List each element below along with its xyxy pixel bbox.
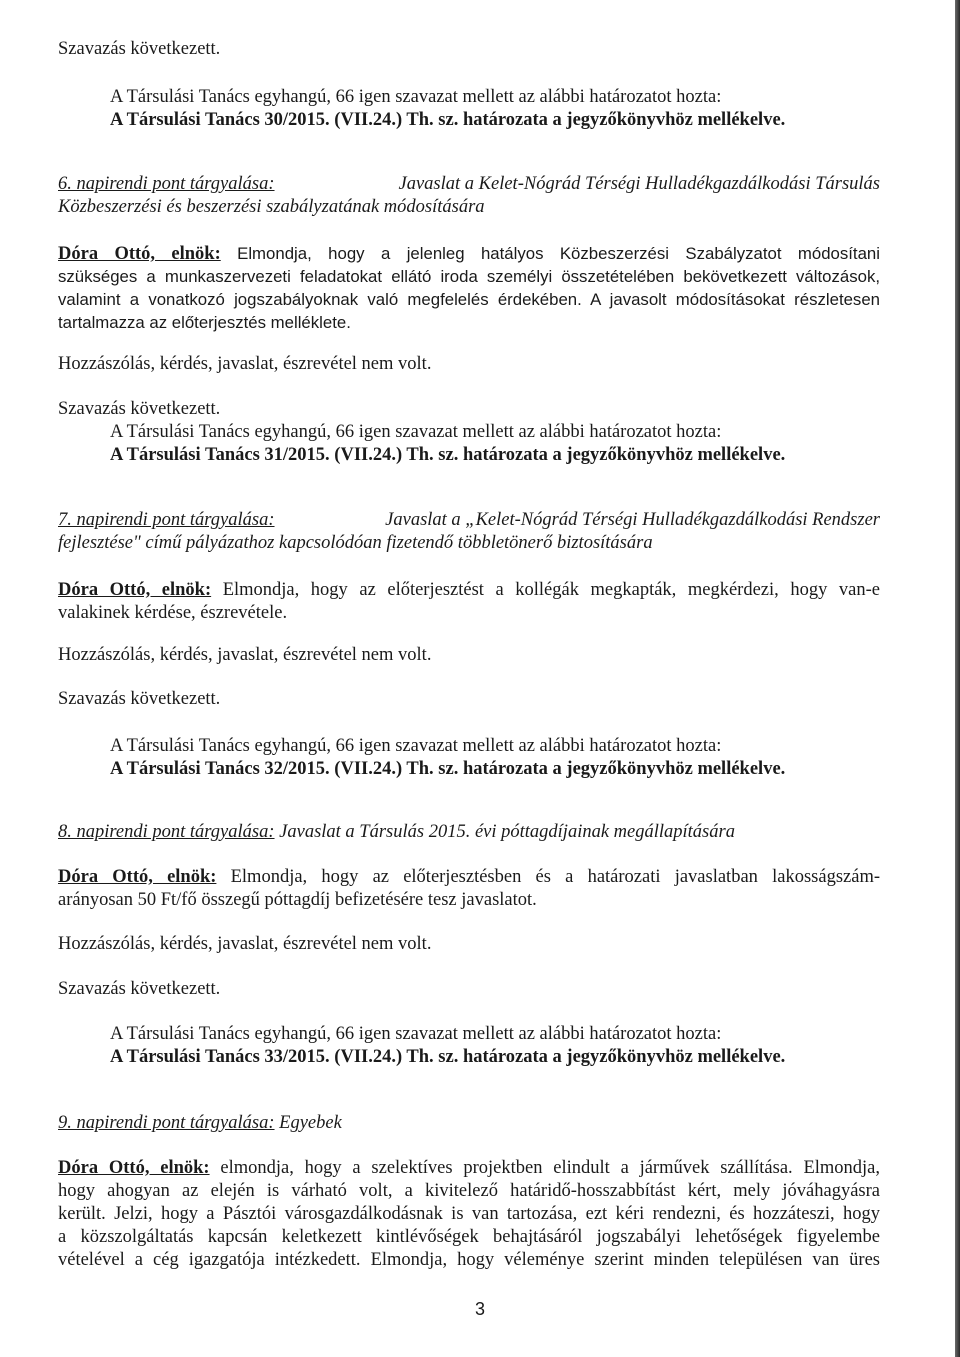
- comment-line: Hozzászólás, kérdés, javaslat, észrevétel nem volt.: [58, 645, 432, 665]
- paragraph-line: szükséges a munkaszervezeti feladatokat ellátó iroda személyi összetételében bekövetkezett változások,: [58, 267, 880, 286]
- resolution-line: A Társulási Tanács 33/2015. (VII.24.) Th. sz. határozata a jegyzőkönyvhöz mellékelve.: [110, 1047, 786, 1067]
- speaker-text: Elmondja, hogy a jelenleg hatályos Közbeszerzési Szabályzatot módosítani: [237, 244, 880, 263]
- agenda-title-cont: Közbeszerzési és beszerzési szabályzatának módosítására: [58, 197, 485, 217]
- vote-line: Szavazás következett.: [58, 979, 221, 999]
- agenda-item-9-heading: [58, 1112, 342, 1134]
- comment-line: Hozzászólás, kérdés, javaslat, észrevétel nem volt.: [58, 354, 432, 374]
- speaker-text: Elmondja, hogy az előterjesztésben és a határozati javaslatban lakosságszám-: [230, 867, 880, 887]
- vote-line: Szavazás következett.: [58, 689, 221, 709]
- speaker-text: elmondja, hogy a szelektíves projektben elindult a járművek szállítása. Elmondja,: [220, 1158, 880, 1178]
- paragraph-line: került. Jelzi, hogy a Pásztói városgazdálkodásnak is van tartozása, ezt kéri rendezni, és hozzáteszi, hogy: [58, 1204, 880, 1224]
- speaker-paragraph-line: [58, 579, 880, 601]
- speaker-name: Dóra Ottó, elnök:: [58, 580, 212, 600]
- speaker-paragraph-line: [58, 1157, 880, 1179]
- agenda-title-cont: fejlesztése" című pályázathoz kapcsolódóan fizetendő többletönerő biztosítására: [58, 533, 653, 553]
- agenda-item-8-heading: [58, 821, 735, 843]
- speaker-paragraph-line: [58, 866, 880, 888]
- speaker-paragraph-line: [58, 243, 880, 265]
- comment-line: Hozzászólás, kérdés, javaslat, észrevétel nem volt.: [58, 934, 432, 954]
- speaker-name: Dóra Ottó, elnök:: [58, 244, 221, 264]
- result-line: A Társulási Tanács egyhangú, 66 igen szavazat mellett az alábbi határozatot hozta:: [110, 1024, 722, 1044]
- paragraph-line: vételével a cég igazgatója intézkedett. Elmondja, hogy véleménye szerint minden településen van üres: [58, 1250, 880, 1270]
- result-line: A Társulási Tanács egyhangú, 66 igen szavazat mellett az alábbi határozatot hozta:: [110, 736, 722, 756]
- resolution-line: A Társulási Tanács 30/2015. (VII.24.) Th. sz. határozata a jegyzőkönyvhöz mellékelve.: [110, 110, 786, 130]
- agenda-title: Javaslat a „Kelet-Nógrád Térségi Hulladékgazdálkodási Rendszer: [385, 510, 880, 530]
- paragraph-line: valamint a vonatkozó jogszabályoknak való megfelelés érdekében. A javasolt módosításokat részletesen: [58, 290, 880, 309]
- paragraph-line: a közszolgáltatás kapcsán keletkezett kintlévőségek behajtásáról jogszabályi lehetőségek figyelembe: [58, 1227, 880, 1247]
- result-line: A Társulási Tanács egyhangú, 66 igen szavazat mellett az alábbi határozatot hozta:: [110, 422, 722, 442]
- speaker-name: Dóra Ottó, elnök:: [58, 1158, 210, 1178]
- agenda-heading-label: 8. napirendi pont tárgyalása:: [58, 822, 275, 842]
- agenda-title: Egyebek: [279, 1113, 342, 1133]
- paragraph-line: arányosan 50 Ft/fő összegű póttagdíj befizetésére tesz javaslatot.: [58, 890, 537, 910]
- result-line: A Társulási Tanács egyhangú, 66 igen szavazat mellett az alábbi határozatot hozta:: [110, 87, 722, 107]
- speaker-name: Dóra Ottó, elnök:: [58, 867, 217, 887]
- scan-edge: [955, 0, 960, 1357]
- page-number: 3: [474, 1299, 485, 1319]
- agenda-heading-label: 9. napirendi pont tárgyalása:: [58, 1113, 275, 1133]
- resolution-line: A Társulási Tanács 31/2015. (VII.24.) Th. sz. határozata a jegyzőkönyvhöz mellékelve.: [110, 445, 786, 465]
- agenda-item-6-heading: [58, 173, 880, 195]
- vote-line: Szavazás következett.: [58, 39, 221, 59]
- agenda-heading-label: 6. napirendi pont tárgyalása:: [58, 174, 275, 194]
- agenda-heading-label: 7. napirendi pont tárgyalása:: [58, 510, 275, 530]
- paragraph-line: hogy ahogyan az elején is várható volt, a kivitelező határidő-hosszabbítást kért, mely jóváhagyásra: [58, 1181, 880, 1201]
- agenda-title: Javaslat a Kelet-Nógrád Térségi Hulladékgazdálkodási Társulás: [398, 174, 880, 194]
- speaker-text: Elmondja, hogy az előterjesztést a kollégák megkapták, megkérdezi, hogy van-e: [222, 580, 880, 600]
- vote-line: Szavazás következett.: [58, 399, 221, 419]
- paragraph-line: valakinek kérdése, észrevétele.: [58, 603, 288, 623]
- agenda-item-7-heading: [58, 509, 880, 531]
- agenda-title: Javaslat a Társulás 2015. évi póttagdíjainak megállapítására: [279, 822, 735, 842]
- paragraph-line: tartalmazza az előterjesztés melléklete.: [58, 313, 351, 332]
- resolution-line: A Társulási Tanács 32/2015. (VII.24.) Th. sz. határozata a jegyzőkönyvhöz mellékelve.: [110, 759, 786, 779]
